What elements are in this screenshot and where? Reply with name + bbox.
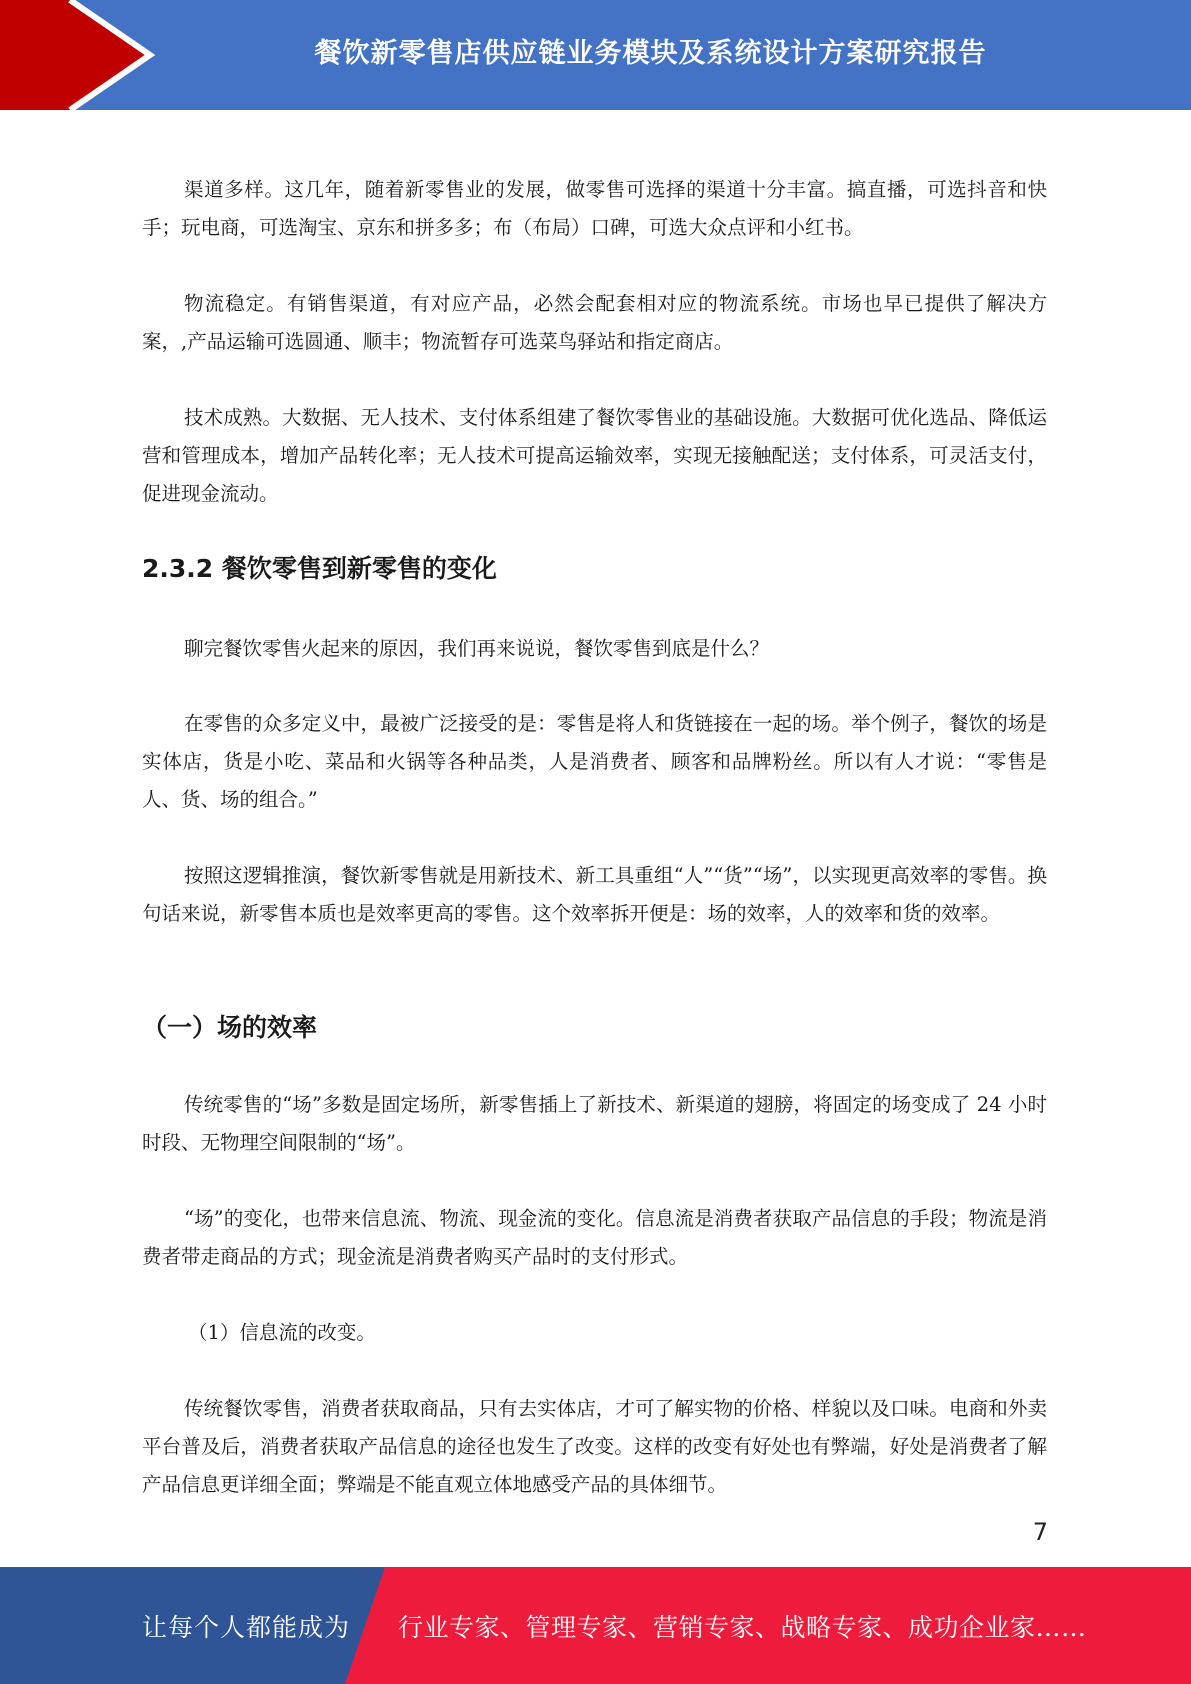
page-footer xyxy=(0,1567,1191,1684)
footer-slogan-left: 让每个人都能成为 xyxy=(142,1612,351,1642)
page-header xyxy=(0,0,1191,110)
paragraph-info-flow-label: （1）信息流的改变。 xyxy=(188,1321,376,1344)
paragraph-channels: 渠道多样。这几年，随着新零售业的发展，做零售可选择的渠道十分丰富。搞直播，可选抖音和快手；玩电商，可选淘宝、京东和拼多多；布（布局）口碑，可选大众点评和小红书。 xyxy=(142,178,1047,239)
paragraph-logistics: 物流稳定。有销售渠道，有对应产品，必然会配套相对应的物流系统。市场也早已提供了解决方案，,产品运输可选圆通、顺丰；物流暂存可选菜鸟驿站和指定商店。 xyxy=(142,292,1047,353)
paragraph-question: 聊完餐饮零售火起来的原因，我们再来说说，餐饮零售到底是什么？ xyxy=(184,637,770,660)
paragraph-retail-definition: 在零售的众多定义中，最被广泛接受的是：零售是将人和货链接在一起的场。举个例子，餐饮的场是实体店，货是小吃、菜品和火锅等各种品类，人是消费者、顾客和品牌粉丝。所以有人才说：“零售是人、货、场的组合。” xyxy=(142,712,1047,811)
paragraph-flows: “场”的变化，也带来信息流、物流、现金流的变化。信息流是消费者获取产品信息的手段；物流是消费者带走商品的方式；现金流是消费者购买产品时的支付形式。 xyxy=(142,1207,1047,1268)
section-heading: 2.3.2 餐饮零售到新零售的变化 xyxy=(142,554,497,583)
report-title: 餐饮新零售店供应链业务模块及系统设计方案研究报告 xyxy=(314,37,987,69)
subsection-heading: （一）场的效率 xyxy=(142,1013,318,1042)
page-number: 7 xyxy=(1032,1518,1048,1546)
paragraph-new-retail-logic: 按照这逻辑推演，餐饮新零售就是用新技术、新工具重组“人”“货”“场”，以实现更高效率的零售。换句话来说，新零售本质也是效率更高的零售。这个效率拆开便是：场的效率，人的效率和货的效率。 xyxy=(142,864,1047,925)
paragraph-info-flow: 传统餐饮零售，消费者获取商品，只有去实体店，才可了解实物的价格、样貌以及口味。电商和外卖平台普及后，消费者获取产品信息的途径也发生了改变。这样的改变有好处也有弊端，好处是消费者了解产品信息更详细全面；弊端是不能直观立体地感受产品的具体细节。 xyxy=(142,1397,1047,1496)
paragraph-technology: 技术成熟。大数据、无人技术、支付体系组建了餐饮零售业的基础设施。大数据可优化选品、降低运营和管理成本，增加产品转化率；无人技术可提高运输效率，实现无接触配送；支付体系，可灵活支付，促进现金流动。 xyxy=(142,406,1047,505)
paragraph-scene-change: 传统零售的“场”多数是固定场所，新零售插上了新技术、新渠道的翅膀，将固定的场变成了 24 小时时段、无物理空间限制的“场”。 xyxy=(142,1093,1047,1154)
footer-slogan-right: 行业专家、管理专家、营销专家、战略专家、成功企业家…… xyxy=(398,1612,1087,1642)
